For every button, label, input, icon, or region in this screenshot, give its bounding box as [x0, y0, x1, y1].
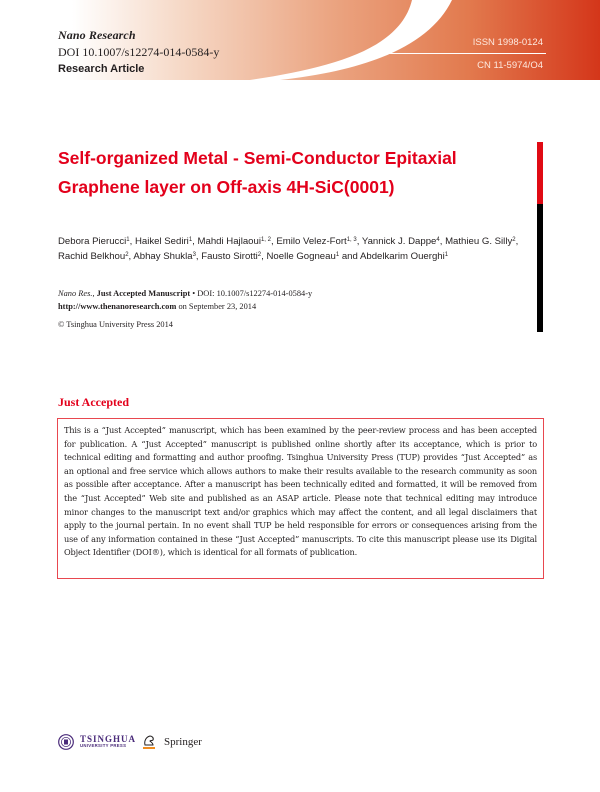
publication-date: on September 23, 2014 — [176, 301, 257, 311]
author-name: Rachid Belkhou — [58, 251, 126, 262]
author-list: Debora Pierucci$^1$, Haikel Sediri$^1$, Mahdi Hajlaoui$^{1, 2}$, Emilo Velez-Fort$^{1, 3}$, Yannick J. Dappe$^4$, Mathieu G. Silly$^2$, Rachid Belkhou$^2$, Abhay Shukla$^3$, Fausto Sirotti$^2$, Noelle Gogneau$^1$ and Abdelkarim Ouerghi$^1$ — [58, 236, 519, 262]
article-type: Research Article — [58, 63, 145, 75]
author-name: Abdelkarim Ouerghi — [359, 251, 445, 262]
author-affiliation: 1 — [126, 237, 130, 243]
springer-horse-icon — [142, 734, 156, 750]
tsinghua-seal-icon — [58, 734, 74, 750]
publisher-logos — [58, 732, 202, 752]
journal-header-banner — [0, 0, 600, 80]
journal-abbrev: Nano Res. — [58, 289, 93, 298]
author-affiliation: 3 — [192, 252, 196, 258]
author-name: Mahdi Hajlaoui — [197, 236, 261, 247]
journal-url-link[interactable]: http://www.thenanoresearch.com — [58, 301, 177, 311]
copyright: © Tsinghua University Press 2014 — [58, 320, 173, 329]
citation-line: Nano Res., Just Accepted Manuscript • DOI: 10.1007/s12274-014-0584-y — [58, 289, 313, 298]
publication-line — [58, 301, 528, 314]
springer-logo-text: Springer — [164, 736, 202, 748]
author-name: Yannick J. Dappe — [361, 236, 437, 247]
author-affiliation: 2 — [512, 237, 516, 243]
author-affiliation: 1, 2 — [260, 237, 271, 243]
author-name: Haikel Sediri — [134, 236, 189, 247]
title-line-2: Graphene layer on Off-axis 4H-SiC(0001) — [58, 177, 395, 197]
meta-doi: • DOI: 10.1007/s12274-014-0584-y — [190, 289, 313, 298]
author-affiliation: 1, 3 — [346, 237, 357, 243]
just-accepted-notice-box — [57, 418, 544, 579]
manuscript-meta — [58, 288, 528, 313]
tsinghua-logo-text: TSINGHUA UNIVERSITY PRESS — [80, 734, 137, 749]
author-name: Noelle Gogneau — [266, 251, 336, 262]
author-affiliation: 2 — [125, 252, 129, 258]
author-affiliation: 1 — [444, 252, 449, 258]
paper-title — [58, 144, 528, 202]
issn: ISSN 1998-0124 — [472, 37, 543, 48]
author-name: Debora Pierucci — [58, 236, 127, 247]
accent-bar-black — [537, 204, 543, 332]
author-name: Emilo Velez-Fort — [276, 236, 347, 247]
cn-number: CN 11-5974/O4 — [477, 60, 543, 71]
manuscript-label: Just Accepted Manuscript — [96, 289, 191, 298]
author-name: Abhay Shukla — [133, 251, 193, 262]
author-affiliation: 2 — [257, 252, 262, 258]
author-affiliation: 1 — [335, 252, 340, 258]
just-accepted-notice-text: This is a “Just Accepted” manuscript, which has been examined by the peer-review process and has been accepted for publication. A “Just Accepted” manuscript is published online shortly after its acceptance, which is prior to technical editing and formatting and author proofing. Tsinghua University Press (TUP) provides “Just Accepted” as an optional and free service which allows authors to make their results available to the research community as soon as possible after acceptance. After a manuscript has been technically edited and formatted, it will be removed from the “Just Accepted” Web site and published as an ASAP article. Please note that technical editing may introduce minor changes to the manuscript text and/or graphics which may affect the content, and all legal disclaimers that apply to the journal pertain. In no event shall TUP be held responsible for errors or consequences arising from the use of any information contained in these “Just Accepted” manuscripts. To cite this manuscript please use its Digital Object Identifier (DOI®), which is identical for all formats of publication. — [64, 425, 537, 558]
author-affiliation: 4 — [436, 237, 440, 243]
journal-name: Nano Research — [58, 28, 136, 42]
just-accepted-heading: Just Accepted — [58, 395, 129, 409]
title-line-1: Self-organized Metal - Semi-Conductor Epitaxial — [58, 148, 457, 168]
author-name: Mathieu G. Silly — [445, 236, 513, 247]
doi-line: DOI 10.1007/s12274-014-0584-y — [58, 45, 220, 59]
header-divider-line — [378, 53, 546, 54]
accent-bar-red — [537, 142, 543, 204]
author-affiliation: 1 — [188, 237, 193, 243]
author-name: Fausto Sirotti — [201, 251, 258, 262]
